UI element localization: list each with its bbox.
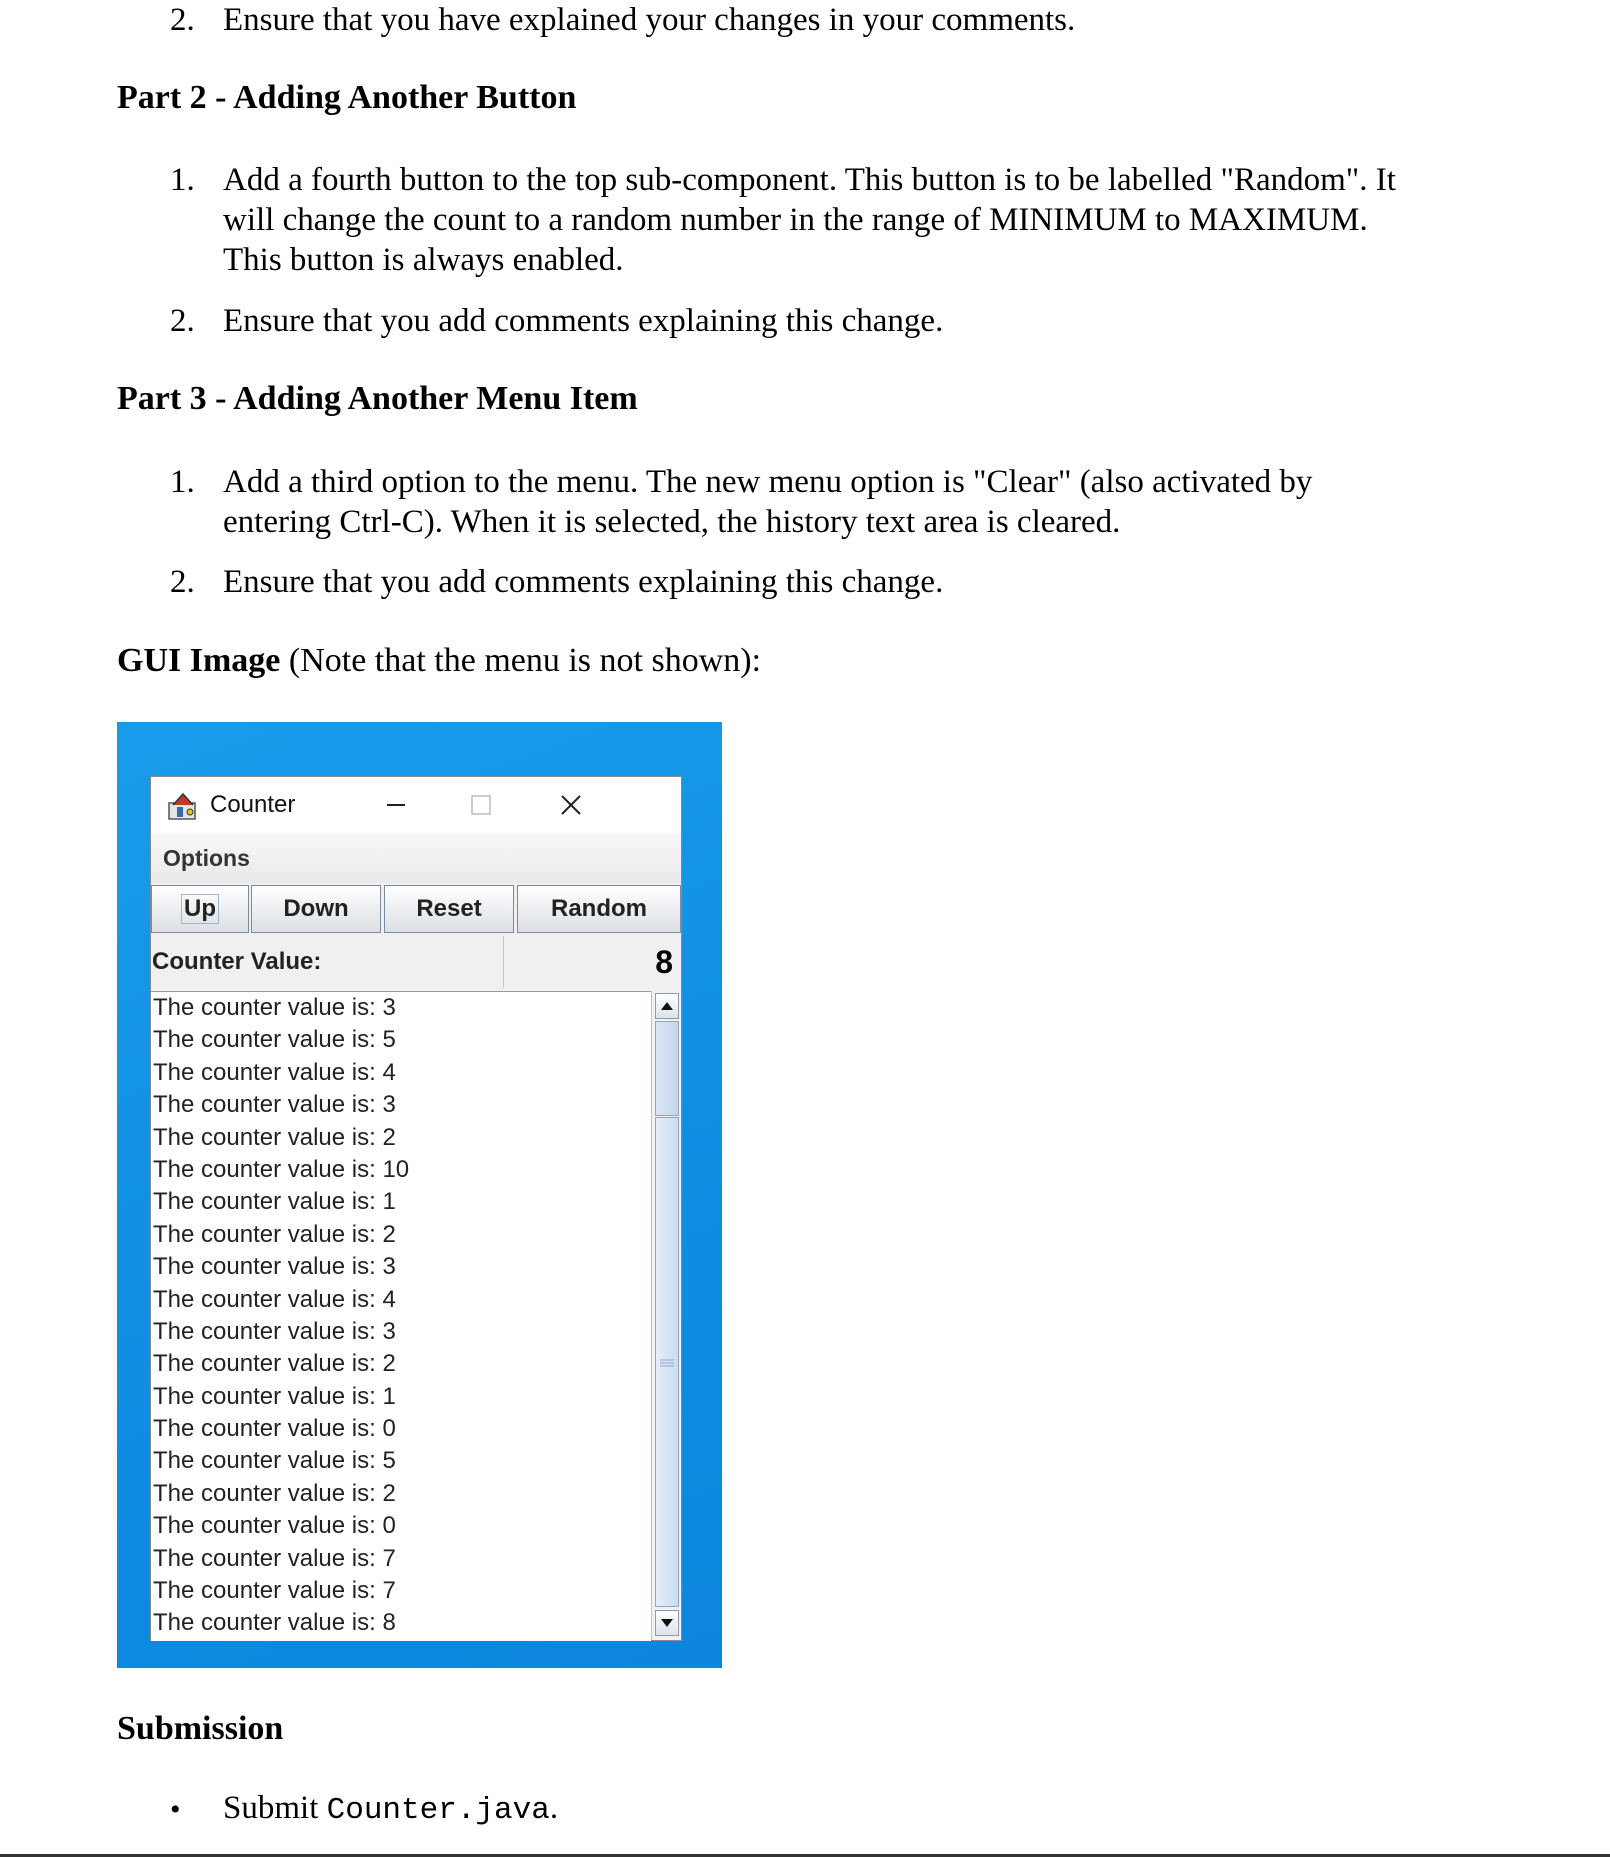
reset-button-label: Reset [416, 895, 482, 922]
arrow-up-icon [661, 1002, 673, 1010]
part2-heading: Part 2 - Adding Another Button [117, 79, 577, 116]
history-line: The counter value is: 2 [153, 1479, 396, 1507]
up-button-label: Up [181, 894, 219, 924]
history-line: The counter value is: 3 [153, 994, 396, 1021]
counter-value-label: Counter Value: [152, 936, 504, 988]
list-text: Ensure that you have explained your changes in your comments. [223, 2, 1076, 38]
arrow-down-icon [661, 1619, 673, 1627]
history-line: The counter value is: 1 [153, 1382, 396, 1410]
title-bar [151, 777, 681, 833]
down-button-label: Down [283, 895, 349, 922]
list-text-line: Ensure that you add comments explaining this change. [223, 564, 944, 600]
submission-heading: Submission [117, 1710, 284, 1747]
maximize-button[interactable] [459, 785, 503, 825]
submission-item [223, 1790, 558, 1828]
history-line: The counter value is: 2 [153, 1220, 396, 1248]
bullet-icon: • [170, 1793, 181, 1826]
history-line: The counter value is: 4 [153, 1058, 396, 1086]
submit-filename: Counter.java [326, 1793, 550, 1828]
history-line: The counter value is: 3 [153, 1091, 396, 1119]
menu-bar [151, 833, 681, 883]
history-line: The counter value is: 1 [153, 1188, 396, 1216]
gui-caption [117, 642, 761, 680]
scrollbar-track-upper [655, 1021, 679, 1116]
window-title: Counter [210, 791, 296, 818]
list-number: 2. [170, 303, 195, 339]
close-icon [559, 793, 583, 817]
history-line: The counter value is: 8 [153, 1609, 396, 1637]
scroll-up-button[interactable] [655, 993, 679, 1019]
counter-window [150, 776, 682, 1641]
history-line: The counter value is: 7 [153, 1544, 396, 1572]
history-line: The counter value is: 10 [153, 1155, 410, 1183]
history-line: The counter value is: 3 [153, 1253, 396, 1281]
submit-prefix: Submit [223, 1790, 327, 1826]
history-line: The counter value is: 2 [153, 1123, 396, 1151]
part3-heading: Part 3 - Adding Another Menu Item [117, 380, 638, 417]
history-line: The counter value is: 2 [153, 1350, 396, 1378]
scrollbar-thumb[interactable] [655, 1117, 679, 1607]
history-line: The counter value is: 5 [153, 1026, 396, 1054]
down-button[interactable] [251, 885, 381, 933]
part3-list-item-1 [170, 462, 1470, 542]
part2-list-item-1 [170, 160, 1470, 280]
history-text-area[interactable] [151, 991, 651, 1641]
scroll-down-button[interactable] [655, 1610, 679, 1636]
list-text-line: This button is always enabled. [223, 242, 624, 278]
history-line: The counter value is: 0 [153, 1512, 396, 1540]
list-text-line: Ensure that you add comments explaining this change. [223, 303, 944, 339]
history-line: The counter value is: 0 [153, 1415, 396, 1443]
submit-suffix: . [549, 1790, 559, 1826]
list-number: 2. [170, 2, 195, 38]
counter-value-display: 8 [655, 943, 673, 980]
list-text-line: Add a fourth button to the top sub-component. This button is to be labelled "Random". It [223, 162, 1396, 198]
counter-value-row [151, 936, 681, 988]
random-button[interactable] [517, 885, 681, 933]
up-button[interactable] [151, 885, 249, 933]
menu-options[interactable]: Options [163, 845, 250, 871]
minimize-button[interactable] [374, 785, 418, 825]
history-line: The counter value is: 5 [153, 1447, 396, 1475]
list-text-line: will change the count to a random number in the range of MINIMUM to MAXIMUM. [223, 202, 1368, 238]
list-number: 2. [170, 564, 195, 600]
gui-caption-rest: (Note that the menu is not shown): [280, 642, 762, 679]
list-number: 1. [170, 162, 195, 198]
history-line: The counter value is: 3 [153, 1317, 396, 1345]
minimize-icon [385, 794, 407, 816]
reset-button[interactable] [384, 885, 514, 933]
close-button[interactable] [549, 785, 593, 825]
history-line: The counter value is: 4 [153, 1285, 396, 1313]
java-app-icon [167, 791, 199, 821]
maximize-icon [470, 794, 492, 816]
list-number: 1. [170, 464, 195, 500]
random-button-label: Random [551, 895, 647, 922]
list-text-line: Add a third option to the menu. The new menu option is "Clear" (also activated by [223, 464, 1313, 500]
history-scrollbar[interactable] [651, 991, 681, 1640]
list-text-line: entering Ctrl-C). When it is selected, the history text area is cleared. [223, 504, 1121, 540]
history-line: The counter value is: 7 [153, 1577, 396, 1605]
gui-caption-bold: GUI Image [117, 642, 281, 679]
grip-icon [660, 1358, 674, 1368]
